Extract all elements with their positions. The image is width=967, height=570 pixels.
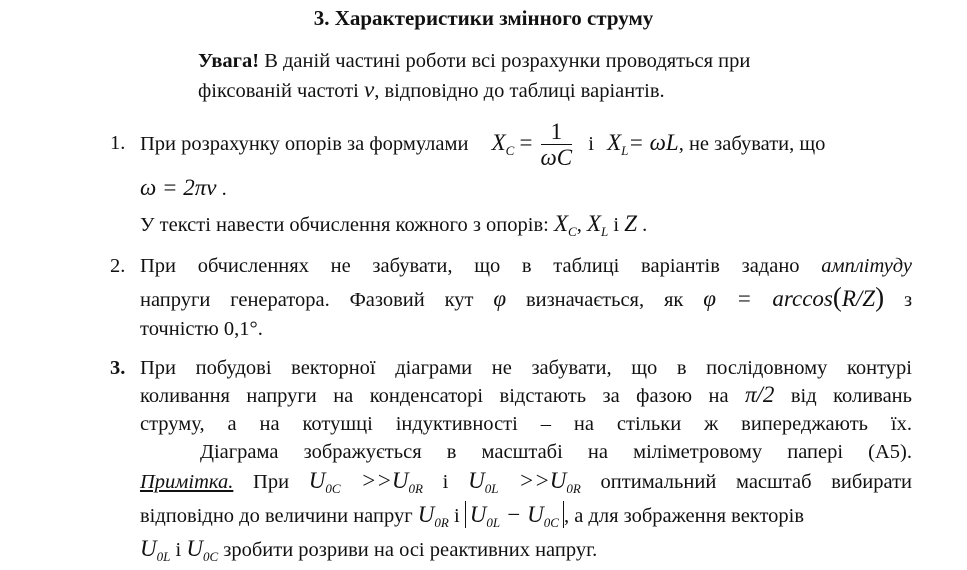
xc-symbol: $X_C$	[491, 130, 515, 158]
xl-symbol-2: $X_L$	[586, 211, 609, 239]
phi-symbol: φ	[493, 286, 507, 311]
item-3-text-6b: , а для зображення векторів	[563, 505, 805, 527]
z-symbol: Z	[624, 211, 638, 236]
and-text-5: і	[175, 539, 182, 561]
and-text-4: і	[453, 505, 460, 527]
item-3-line-3: струму, а на котушці індуктивності – на стільки ж випереджають їх.	[140, 413, 912, 435]
item-2-text-2c: з	[903, 289, 913, 311]
note-label: Увага!	[198, 50, 260, 72]
pi-over-two: π/2	[745, 382, 775, 407]
omega-formula: ω = 2πν	[140, 175, 217, 200]
item-3-number: 3.	[110, 357, 126, 379]
item-1-text-b: , не забувати, що	[678, 133, 826, 155]
and-text-2: і	[613, 214, 620, 236]
item-2-number: 2.	[110, 255, 126, 277]
equals-sign: =	[519, 130, 533, 155]
item-1-number: 1.	[110, 132, 126, 154]
item-3-text-5a: При	[253, 471, 290, 493]
note-line-1	[198, 48, 750, 74]
item-2-line-2	[140, 284, 912, 313]
capacitive-fraction	[541, 120, 573, 171]
item-2-line-1	[140, 253, 912, 279]
dot: .	[642, 214, 648, 236]
item-3-text-7: зробити розриви на осі реактивних напруг.	[223, 539, 598, 561]
item-3-line-2	[140, 382, 912, 409]
omega-dot: .	[221, 178, 227, 200]
note-text-2b: , відповідно до таблиці варіантів.	[374, 80, 665, 102]
and-text-3: і	[442, 471, 449, 493]
item-3-line-1: При побудові векторної діаграми не забувати, що в послідовному контурі	[140, 357, 912, 379]
u0r-symbol: $U_{0R}$	[417, 502, 449, 530]
fraction-numerator: 1	[541, 120, 573, 145]
item-2-text-1: При обчисленнях не забувати, що в таблиці варіантів задано	[140, 255, 800, 277]
item-3-line-4: Діаграма зображується в масштабі на міліметровому папері (А5).	[200, 441, 912, 463]
item-2-line-3: точністю 0,1°.	[140, 318, 263, 340]
u0c-gg-u0r: $U_{0C} >>U_{0R}$	[308, 468, 423, 496]
item-3-line-5	[140, 468, 912, 502]
u0c-symbol: $U_{0C}$	[186, 536, 219, 564]
item-3-text-2a: коливання напруги на конденсаторі відстають за фазою на	[140, 385, 729, 407]
comma: ,	[576, 214, 582, 236]
and-text: і	[588, 133, 594, 155]
item-2-text-2a: напруги генератора. Фазовий кут	[140, 289, 474, 311]
item-3-text-6a: відповідно до величини напруг	[140, 505, 413, 527]
xl-symbol: $X_L$	[607, 130, 629, 158]
item-1-line-1	[140, 115, 825, 179]
xc-symbol-2: $X_C$	[553, 211, 577, 239]
abs-difference: $U_{0L} - U_{0C}$	[465, 501, 564, 528]
item-2-text-2b: визначається, як	[525, 289, 684, 311]
u0l-gg-u0r: $U_{0L} >>U_{0R}$	[468, 468, 581, 496]
item-3-text-2b: від коливань	[790, 385, 912, 407]
item-1-line-3	[140, 211, 647, 245]
item-3-line-6	[140, 502, 804, 536]
item-3-text-5b: оптимальний масштаб вибирати	[600, 471, 913, 493]
item-3-line-7	[140, 536, 597, 570]
section-heading: 3. Характеристики змінного струму	[313, 6, 654, 30]
note-line-2	[198, 77, 665, 104]
item-1-line-2	[140, 175, 227, 202]
fraction-denominator: ωC	[540, 144, 573, 170]
amplitude-emphasis: амплітуду	[821, 255, 912, 277]
note-label-2: Примітка.	[140, 471, 234, 493]
phase-formula: φ = arccos(R/Z)	[703, 282, 885, 312]
note-text-2a: фіксованій частоті	[198, 80, 359, 102]
xl-rhs: = ωL	[628, 130, 679, 155]
note-text-1: В даній частині роботи всі розрахунки проводяться при	[264, 50, 751, 72]
item-1-text-a: При розрахунку опорів за формулами	[140, 133, 469, 155]
u0l-symbol: $U_{0L}$	[140, 536, 171, 564]
nu-symbol: ν	[364, 77, 375, 102]
item-1-line3-text: У тексті навести обчислення кожного з опорів:	[140, 214, 549, 236]
